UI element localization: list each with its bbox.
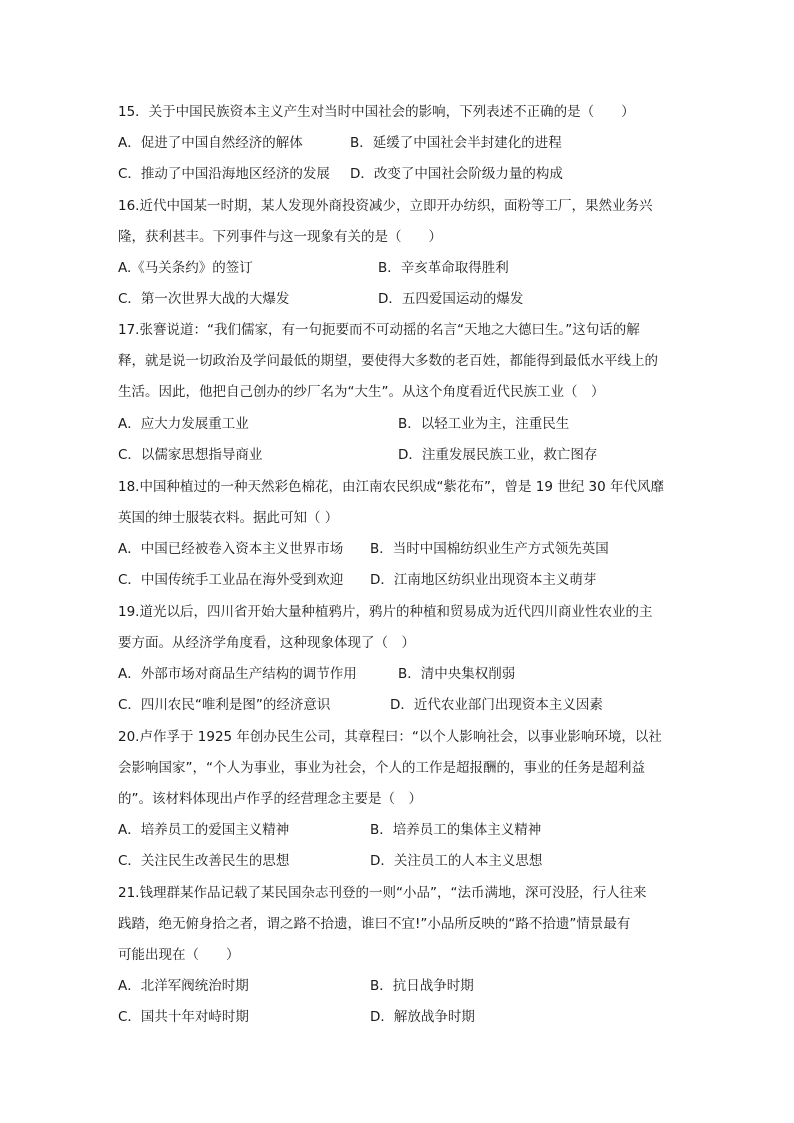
question-16-option-b: B．辛亥革命取得胜利 [378, 260, 509, 276]
question-19-option-c: C．四川农民“唯利是图”的经济意识 [118, 697, 331, 713]
question-16-option-a: A.《马关条约》的签订 [118, 260, 253, 276]
question-20-stem-line-2: 会影响国家”，“个人为事业，事业为社会，个人的工作是超报酬的，事业的任务是超利益 [118, 760, 645, 776]
question-19-option-b: B．清中央集权削弱 [398, 666, 516, 682]
question-21-stem-line-1: 21.钱理群某作品记载了某民国杂志刊登的一则“小品”，“法币满地，深可没胫，行人往来 [118, 885, 647, 901]
question-21-stem-line-3: 可能出现在（ ） [118, 947, 240, 963]
question-16-option-d: D．五四爱国运动的爆发 [378, 291, 524, 307]
question-17-option-c: C．以儒家思想指导商业 [118, 447, 263, 463]
question-17-stem-line-3: 生活。因此，他把自己创办的纱厂名为“大生”。从这个角度看近代民族工业（ ） [118, 384, 605, 400]
question-15-option-c: C．推动了中国沿海地区经济的发展 [118, 166, 330, 182]
question-21-option-a: A．北洋军阀统治时期 [118, 978, 249, 994]
question-15-option-b: B．延缓了中国社会半封建化的进程 [350, 135, 562, 151]
question-17-stem-line-1: 17.张謇说道：“我们儒家，有一句扼要而不可动摇的名言“天地之大德曰生。”这句话的解 [118, 322, 640, 338]
question-15-stem: 15．关于中国民族资本主义产生对当时中国社会的影响，下列表述不正确的是（ ） [118, 104, 635, 120]
question-16-stem-line-1: 16.近代中国某一时期，某人发现外商投资减少，立即开办纺织，面粉等工厂，果然业务兴 [118, 198, 653, 214]
question-20-stem-line-1: 20.卢作孚于 1925 年创办民生公司，其章程曰：“以个人影响社会，以事业影响环境，以社 [118, 729, 662, 745]
question-16-option-c: C．第一次世界大战的大爆发 [118, 291, 290, 307]
question-21-option-c: C．国共十年对峙时期 [118, 1009, 249, 1025]
question-20-option-a: A．培养员工的爱国主义精神 [118, 822, 290, 838]
question-18-option-a: A．中国已经被卷入资本主义世界市场 [118, 541, 344, 557]
question-20-stem-line-3: 的”。该材料体现出卢作孚的经营理念主要是（ ） [118, 791, 422, 807]
question-18-option-d: D．江南地区纺织业出现资本主义萌芽 [370, 572, 597, 588]
question-21-option-d: D．解放战争时期 [370, 1009, 475, 1025]
question-19-stem-line-2: 要方面。从经济学角度看，这种现象体现了（ ） [118, 635, 415, 651]
question-21-stem-line-2: 践踏，绝无俯身拾之者，谓之路不拾遗，谁曰不宜!”小品所反映的“路不拾遗”情景最有 [118, 916, 631, 932]
question-16-stem-line-2: 隆，获利甚丰。下列事件与这一现象有关的是（ ） [118, 229, 442, 245]
question-17-option-d: D．注重发展民族工业，救亡图存 [398, 447, 598, 463]
question-15-option-a: A．促进了中国自然经济的解体 [118, 135, 303, 151]
question-18-stem-line-2: 英国的绅士服装衣料。据此可知（ ） [118, 510, 339, 526]
question-18-option-b: B．当时中国棉纺织业生产方式领先英国 [370, 541, 609, 557]
question-19-option-d: D．近代农业部门出现资本主义因素 [390, 697, 603, 713]
question-18-stem-line-1: 18.中国种植过的一种天然彩色棉花，由江南农民织成“紫花布”，曾是 19 世纪 30 年代风靡 [118, 479, 664, 495]
question-20-option-c: C．关注民生改善民生的思想 [118, 853, 290, 869]
question-19-stem-line-1: 19.道光以后，四川省开始大量种植鸦片，鸦片的种植和贸易成为近代四川商业性农业的主 [118, 604, 653, 620]
question-15-option-d: D．改变了中国社会阶级力量的构成 [350, 166, 563, 182]
question-18-option-c: C．中国传统手工业品在海外受到欢迎 [118, 572, 344, 588]
question-19-option-a: A．外部市场对商品生产结构的调节作用 [118, 666, 357, 682]
question-20-option-b: B．培养员工的集体主义精神 [370, 822, 542, 838]
question-17-option-a: A．应大力发展重工业 [118, 416, 249, 432]
question-17-option-b: B．以轻工业为主，注重民生 [398, 416, 570, 432]
question-20-option-d: D．关注员工的人本主义思想 [370, 853, 543, 869]
question-21-option-b: B．抗日战争时期 [370, 978, 474, 994]
question-17-stem-line-2: 释，就是说一切政治及学问最低的期望，要使得大多数的老百姓，都能得到最低水平线上的 [118, 353, 658, 369]
